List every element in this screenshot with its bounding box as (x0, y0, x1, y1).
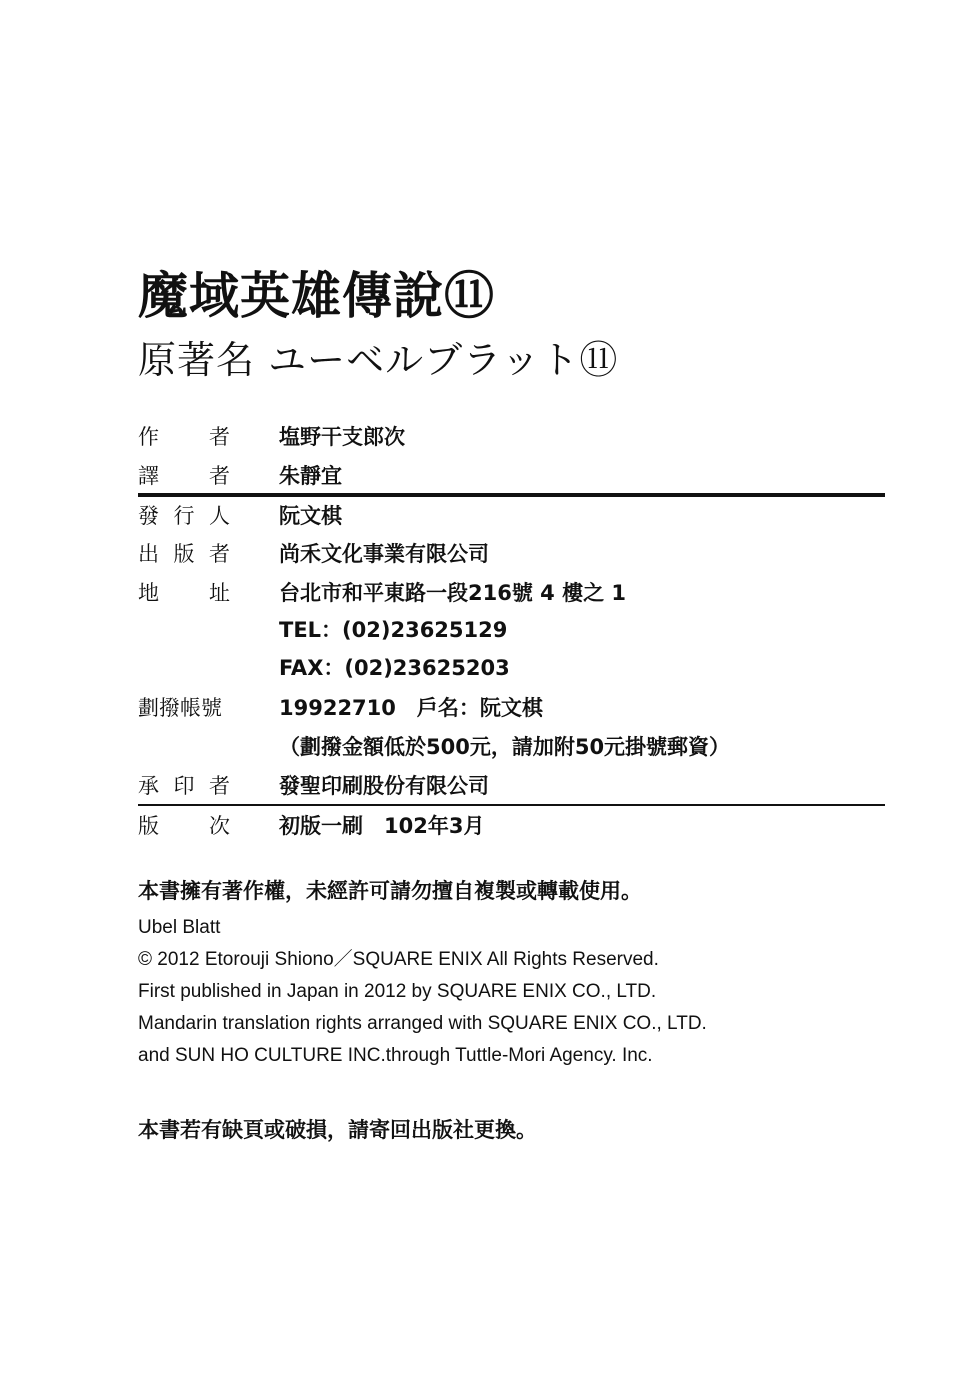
fax-value: FAX：(02)23625203 (279, 656, 510, 680)
credit-value: 塩野干支郎次 (279, 425, 405, 449)
english-line: © 2012 Etorouji Shiono／SQUARE ENIX All Rights Reserved. (138, 949, 659, 970)
credit-value: 尚禾文化事業有限公司 (279, 542, 489, 566)
credit-label: 劃撥帳號 (138, 696, 222, 720)
english-line: First published in Japan in 2012 by SQUARE ENIX CO., LTD. (138, 981, 657, 1002)
credit-value: 發聖印刷股份有限公司 (279, 774, 489, 798)
tel-value: TEL：(02)23625129 (279, 618, 508, 642)
divider-thin (138, 804, 885, 806)
credit-value: 19922710 戶名：阮文棋 (279, 696, 543, 720)
credit-value: 阮文棋 (279, 504, 342, 528)
credit-value: 台北市和平東路一段216號 4 樓之 1 (279, 581, 626, 605)
divider-thick (138, 493, 885, 497)
credit-label: 出 版 者 (138, 542, 230, 566)
credit-label: 版 次 (138, 814, 230, 838)
english-line: Ubel Blatt (138, 917, 221, 938)
credit-value: 初版一刷 102年3月 (279, 814, 485, 838)
replacement-notice: 本書若有缺頁或破損，請寄回出版社更換。 (138, 1118, 537, 1142)
english-line: and SUN HO CULTURE INC.through Tuttle-Mori Agency. Inc. (138, 1045, 653, 1066)
english-line: Mandarin translation rights arranged with SQUARE ENIX CO., LTD. (138, 1013, 707, 1034)
copyright-notice: 本書擁有著作權，未經許可請勿擅自複製或轉載使用。 (138, 879, 642, 903)
giro-note: （劃撥金額低於500元，請加附50元掛號郵資） (279, 735, 731, 759)
credit-label: 發 行 人 (138, 504, 230, 528)
credit-label: 地 址 (138, 581, 230, 605)
credit-label: 承 印 者 (138, 774, 230, 798)
credit-value: 朱靜宜 (279, 464, 342, 488)
original-title: 原著名 ユーベルブラット⑪ (138, 338, 619, 382)
credit-label: 作 者 (138, 425, 230, 449)
credit-label: 譯 者 (138, 464, 230, 488)
book-title: 魔域英雄傳說⑪ (138, 267, 495, 325)
